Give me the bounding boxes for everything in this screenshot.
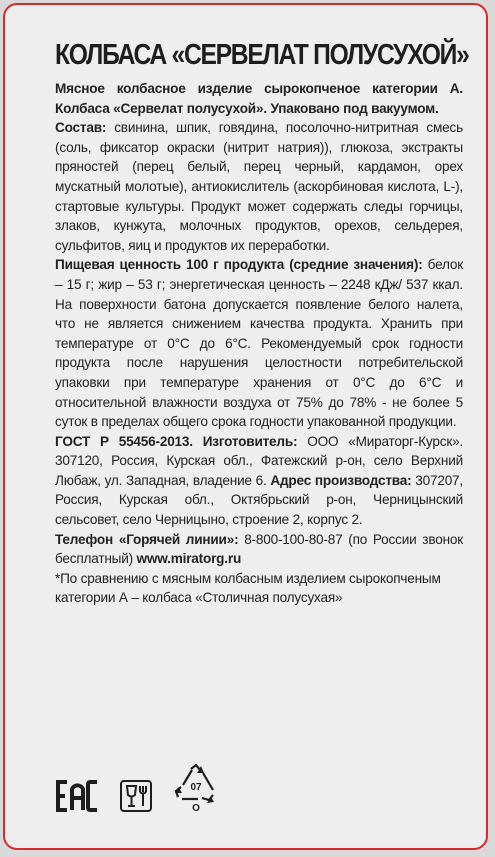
label-panel: [3, 3, 488, 850]
label-content: [55, 37, 469, 608]
manufacturer-paragraph: [55, 432, 463, 530]
production-address-text: 307207, Россия, Курская обл., Октябрьский р-он, Черницынский сельсовет, село Черницыно, строение 2, корпус 2.: [55, 472, 463, 528]
eac-mark-icon: [55, 779, 99, 813]
product-description: [55, 79, 463, 118]
manufacturer-text: ООО «Мираторг-Курск». 307120, Россия, Курская обл., Фатежский р-он, село Верхний Любаж, ул. Западная, владение 6.: [55, 433, 464, 488]
nutrition-paragraph: [55, 255, 463, 431]
production-address-label: Адрес производства:: [270, 472, 412, 488]
composition-label: Состав:: [55, 120, 107, 136]
recycling-icon: [173, 763, 219, 813]
label-body: [55, 79, 463, 608]
intro-text: Мясное колбасное изделие сырокопченое категории А. Колбаса «Сервелат полусухой». Упаковано под вакуумом.: [55, 81, 463, 116]
composition-text: свинина, шпик, говядина, посолочно-нитритная смесь (соль, фиксатор окраски (нитрит натрия)), глюкоза, экстракты пряностей (перец белый, перец черный, кардамон, орех мускатный молотые), антиокислитель (аскорбиновая кислота, L-), стартовые культуры. Продукт может содержать следы горчицы, злаков, кунжута, молочных продуктов, орехов, сельдерея, сульфитов, яиц и продуктов их переработки.: [55, 120, 463, 253]
gost-label: ГОСТ Р 55456-2013. Изготовитель:: [55, 433, 298, 449]
hotline-paragraph: [55, 530, 463, 569]
recycle-code: 07: [190, 782, 202, 793]
composition-paragraph: [55, 118, 463, 255]
product-title: КОЛБАСА «СЕРВЕЛАТ ПОЛУСУХОЙ»: [55, 39, 469, 71]
hotline-label: Телефон «Горячей линии»:: [55, 531, 239, 547]
nutrition-text: белок – 15 г; жир – 53 г; энергетическая ценность – 2248 кДж/ 537 ккал. На поверхности батона допускается появление белого налета, что не является снижением качества продукта. Хранить при температуре от 0°С до 6°С. Рекомендуемый срок годности продукта после нарушения целостности потребительской упаковки при температуре хранения от 0°С до 6°С и относительной влажности воздуха от 75% до 78% - не более 5 суток в пределах общего срока годности упакованной продукции.: [55, 257, 463, 430]
recycle-letter: O: [192, 803, 200, 813]
footnote: *По сравнению с мясным колбасным изделием сырокопченым категории А – колбаса «Столичная полусухая»: [55, 570, 441, 606]
nutrition-label: Пищевая ценность 100 г продукта (средние значения):: [55, 257, 423, 273]
hotline-text: 8-800-100-80-87 (по России звонок бесплатный): [55, 531, 463, 567]
food-contact-icon: [119, 779, 153, 813]
certification-icons: [55, 763, 219, 813]
website-link: www.miratorg.ru: [136, 551, 242, 567]
